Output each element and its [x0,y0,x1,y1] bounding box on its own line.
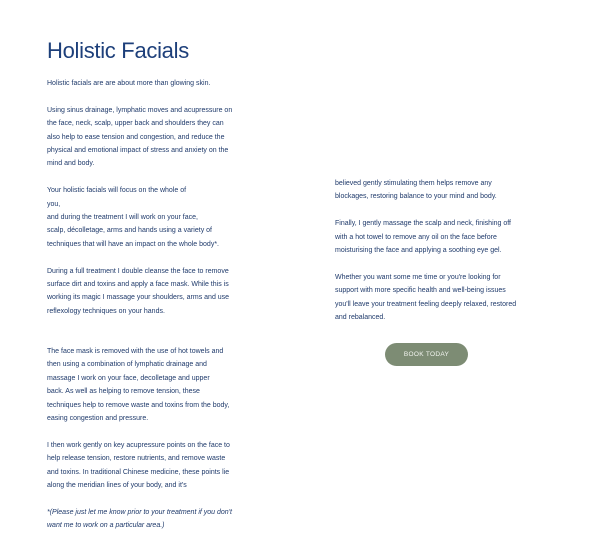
paragraph-line: and rebalanced. [335,314,386,322]
paragraph-line: massage I work on your face, decolletage and upper [47,374,210,382]
paragraph-line: During a full treatment I double cleanse the face to remove [47,267,229,275]
paragraph-line: Whether you want some me time or you're looking for [335,273,501,281]
paragraph-line: blockages, restoring balance to your mind and body. [335,193,497,201]
paragraph-line: scalp, décolletage, arms and hands using a variety of [47,227,212,235]
paragraph-line: then using a combination of lymphatic drainage and [47,361,207,369]
paragraph-line: with a hot towel to remove any oil on the face before [335,233,497,241]
footnote-line: *(Please just let me know prior to your treatment if you don't [47,508,232,516]
paragraph-line: support with more specific health and well-being issues [335,287,506,295]
paragraph-line: reflexology techniques on your hands. [47,307,165,315]
paragraph-line: and toxins. In traditional Chinese medicine, these points lie [47,468,230,476]
paragraph-line: I then work gently on key acupressure points on the face to [47,441,230,449]
paragraph-line: you, [47,200,61,208]
paragraph-line: believed gently stimulating them helps remove any [335,180,492,187]
paragraph-line: easing congestion and pressure. [47,415,149,423]
paragraph-line: mind and body. [47,160,95,168]
paragraph-line: working its magic I massage your shoulders, arms and use [47,294,230,302]
intro-text: Holistic facials are are about more than glowing skin. [47,80,211,87]
paragraph-line: back. As well as helping to remove tension, these [47,388,200,396]
paragraph-line: you'll leave your treatment feeling deeply relaxed, restored [335,300,517,308]
paragraph-line: Your holistic facials will focus on the whole of [47,187,187,195]
book-today-button[interactable]: BOOK TODAY [385,343,468,366]
paragraph-line: along the meridian lines of your body, and it's [47,482,187,490]
paragraph-line: Using sinus drainage, lymphatic moves and acupressure on [47,106,233,114]
paragraph-line: techniques that will have an impact on the whole body*. [47,240,219,248]
paragraph-line: moisturising the face and applying a soothing eye gel. [335,247,502,255]
paragraph-line: The face mask is removed with the use of hot towels and [47,348,224,356]
paragraph-line: and during the treatment I will work on your face, [47,214,198,222]
paragraph-line: the face, neck, scalp, upper back and shoulders they can [47,120,224,128]
right-column [335,177,520,324]
paragraph-line: surface dirt and toxins and apply a face mask. While this is [47,281,229,289]
paragraph-line: techniques help to remove waste and toxins from the body, [47,401,230,409]
left-column [47,77,237,533]
paragraph-line: also help to ease tension and congestion, and reduce the [47,133,225,141]
page-title: Holistic Facials [47,38,189,63]
paragraph-line: help release tension, restore nutrients, and remove waste [47,455,226,463]
footnote-line: want me to work on a particular area.) [47,522,165,530]
paragraph-line: Finally, I gently massage the scalp and neck, finishing off [335,220,512,228]
paragraph-line: physical and emotional impact of stress and anxiety on the [47,147,229,155]
